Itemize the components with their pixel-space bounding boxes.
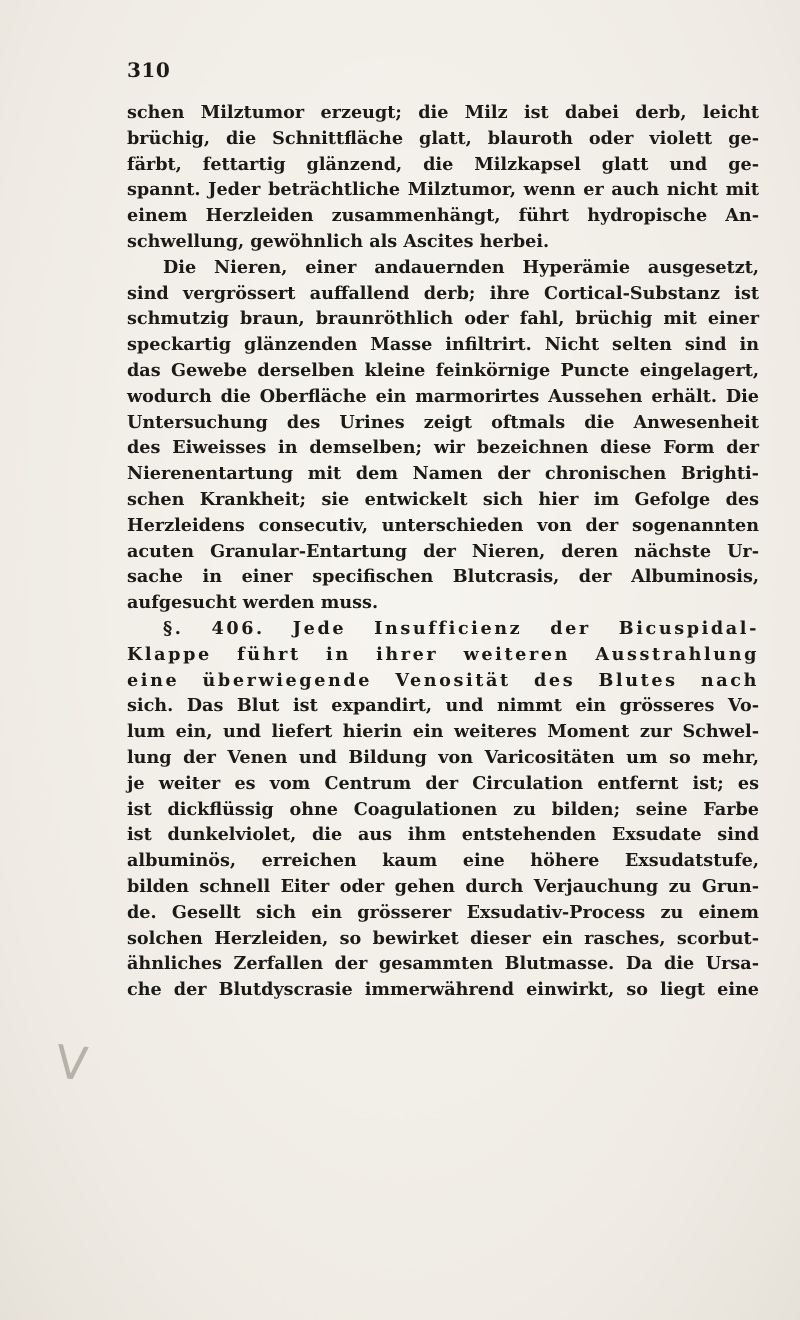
paragraph-start-line: Die Nieren, einer andauernden Hyperämie ausgesetzt,	[163, 256, 759, 278]
text-line: wodurch die Oberfläche ein marmorirtes Aussehen erhält. Die	[127, 385, 759, 407]
text-line: ähnliches Zerfallen der gesammten Blutmasse. Da die Ursa-	[127, 953, 759, 975]
body-text	[127, 100, 759, 1003]
text-line: des Eiweisses in demselben; wir bezeichnen diese Form der	[127, 437, 759, 459]
text-line: ist dunkelviolet, die aus ihm entstehenden Exsudate sind	[127, 824, 759, 846]
emphasized-line: eine überwiegende Venosität des Blutes nach	[127, 669, 759, 691]
text-line: schen Milztumor erzeugt; die Milz ist dabei derb, leicht	[127, 102, 759, 123]
text-line: lum ein, und liefert hierin ein weiteres Moment zur Schwel-	[127, 721, 759, 743]
text-line: das Gewebe derselben kleine feinkörnige Puncte eingelagert,	[127, 359, 759, 381]
text-line: albuminös, erreichen kaum eine höhere Exsudatstufe,	[127, 850, 759, 872]
text-line: schmutzig braun, braunröthlich oder fahl, brüchig mit einer	[127, 308, 759, 330]
text-line: sich. Das Blut ist expandirt, und nimmt ein grösseres Vo-	[127, 695, 759, 717]
text-line: Nierenentartung mit dem Namen der chronischen Brighti-	[127, 463, 759, 485]
text-line: lung der Venen und Bildung von Varicositäten um so mehr,	[127, 746, 759, 768]
text-line: che der Blutdyscrasie immerwährend einwirkt, so liegt eine	[127, 979, 759, 1001]
text-line: speckartig glänzenden Masse infiltrirt. Nicht selten sind in	[127, 334, 759, 356]
text-line: brüchig, die Schnittfläche glatt, blauroth oder violett ge-	[127, 127, 759, 149]
text-line: aufgesucht werden muss.	[127, 592, 379, 614]
page-number: 310	[127, 58, 171, 82]
text-line: je weiter es vom Centrum der Circulation entfernt ist; es	[127, 772, 759, 794]
text-line: Herzleidens consecutiv, unterschieden von der sogenannten	[127, 514, 759, 536]
emphasized-line: Klappe führt in ihrer weiteren Ausstrahlung	[127, 643, 759, 665]
margin-pencil-mark: V	[53, 1034, 91, 1092]
text-line: einem Herzleiden zusammenhängt, führt hydropische An-	[127, 205, 759, 227]
text-line: de. Gesellt sich ein grösserer Exsudativ-Process zu einem	[127, 901, 759, 923]
text-line: färbt, fettartig glänzend, die Milzkapsel glatt und ge-	[127, 153, 759, 175]
text-line: spannt. Jeder beträchtliche Milztumor, wenn er auch nicht mit	[127, 179, 759, 201]
text-line: sind vergrössert auffallend derb; ihre Cortical-Substanz ist	[127, 282, 759, 304]
text-line: ist dickflüssig ohne Coagulationen zu bilden; seine Farbe	[127, 798, 759, 820]
text-line: sache in einer specifischen Blutcrasis, der Albuminosis,	[127, 566, 759, 588]
text-line: schen Krankheit; sie entwickelt sich hier im Gefolge des	[127, 488, 759, 510]
text-line: bilden schnell Eiter oder gehen durch Verjauchung zu Grun-	[127, 875, 759, 897]
text-line: solchen Herzleiden, so bewirket dieser ein rasches, scorbut-	[127, 927, 759, 949]
text-line: schwellung, gewöhnlich als Ascites herbei.	[127, 230, 550, 252]
section-heading-line: §. 406. Jede Insufficienz der Bicuspidal-	[163, 617, 759, 639]
text-line: Untersuchung des Urines zeigt oftmals die Anwesenheit	[127, 411, 759, 433]
text-line: acuten Granular-Entartung der Nieren, deren nächste Ur-	[127, 540, 759, 562]
